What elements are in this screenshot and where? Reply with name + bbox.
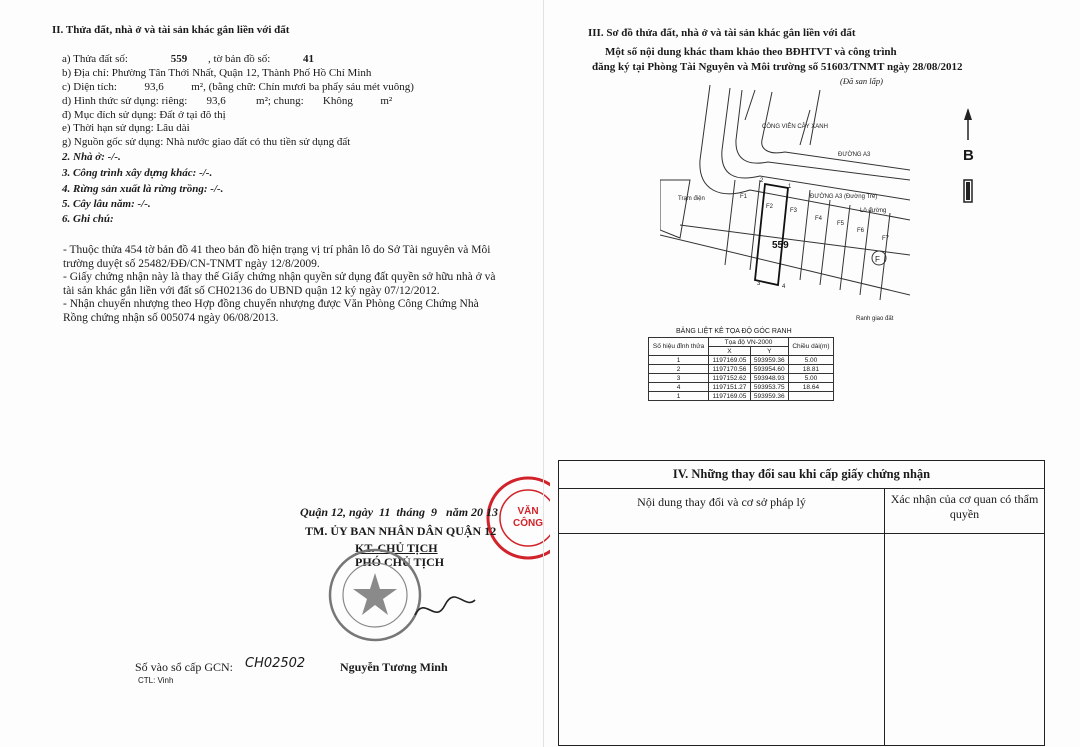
svg-text:CÔNG: CÔNG — [513, 518, 543, 529]
map-lot-f5: F5 — [837, 221, 845, 227]
section-4-title: IV. Những thay đổi sau khi cấp giấy chứng nhận — [559, 461, 1044, 489]
map-lot-f7: F7 — [882, 236, 890, 242]
coord-cell: 593953.75 — [750, 383, 788, 392]
map-road-a3b: ĐƯỜNG A3 (Đường Tre) — [810, 194, 878, 200]
footer-small-text: CTL: Vinh — [138, 676, 174, 685]
note-item: - Giấy chứng nhận này là thay thế Giấy chứng nhận quyền sử dụng đất quyền sở hữu nhà ở và tài sản khác gắn liền với đất số CH02136 do UBND quận 12 ký ngày 07/12/2012. — [63, 271, 496, 297]
coord-cell: 1 — [649, 392, 709, 401]
section-2-title: II. Thửa đất, nhà ở và tài sản khác gắn liền với đất — [52, 24, 290, 36]
coord-cell: 1197169.05 — [709, 392, 751, 401]
signer-name: Nguyễn Tương Minh — [340, 660, 448, 674]
coord-table — [648, 337, 834, 401]
coord-table-title: BẢNG LIỆT KÊ TỌA ĐỘ GÓC RANH — [676, 328, 792, 335]
coord-header-point: Số hiệu đỉnh thửa — [649, 338, 709, 356]
kt-title: KT. CHỦ TỊCH — [355, 541, 438, 555]
map-lot-f6: F6 — [857, 228, 865, 234]
notes-block — [63, 244, 503, 325]
note-item: - Nhận chuyển nhượng theo Hợp đồng chuyển nhượng được Văn Phòng Công Chứng Nhà Rồng chứng nhận số 005074 ngày 06/08/2013. — [63, 298, 479, 324]
coord-header-system: Tọa độ VN-2000 — [709, 338, 789, 347]
house-line: 2. Nhà ở: -/-. — [62, 151, 121, 163]
map-substation: Trạm điện — [678, 196, 705, 202]
changes-col-2-header: Xác nhận của cơ quan có thẩm quyền — [890, 492, 1039, 521]
map-lot-f1: F1 — [740, 194, 748, 200]
coord-header-y: Y — [750, 347, 788, 356]
coord-cell — [788, 392, 833, 401]
forest-line: 4. Rừng sản xuất là rừng trồng: -/-. — [62, 183, 224, 195]
coord-cell: 1 — [649, 356, 709, 365]
coord-cell: 593954.60 — [750, 365, 788, 374]
fold-line — [543, 0, 544, 747]
coord-cell: 1197169.05 — [709, 356, 751, 365]
map-pt-2: 2 — [760, 178, 764, 184]
parcel-label: a) Thửa đất số: — [62, 53, 128, 65]
coord-cell: 593948.93 — [750, 374, 788, 383]
svg-text:F: F — [875, 255, 880, 264]
construction-line: 3. Công trình xây dựng khác: -/-. — [62, 167, 213, 179]
signature-mark — [410, 590, 480, 630]
svg-text:VĂN: VĂN — [517, 506, 539, 517]
table-row — [649, 383, 834, 392]
area-line: c) Diện tích: 93,6 m², (bằng chữ: Chín mươi ba phẩy sáu mét vuông) — [62, 81, 414, 93]
coord-cell: 1197170.56 — [709, 365, 751, 374]
map-pt-4: 4 — [782, 284, 786, 290]
map-park-label: CÔNG VIÊN CÂY XANH — [762, 124, 828, 130]
map-label: , tờ bản đồ số: — [207, 53, 271, 65]
coord-cell: 5.00 — [788, 356, 833, 365]
coord-cell: 593959.36 — [750, 356, 788, 365]
north-label: B — [963, 147, 974, 164]
coord-cell: 593959.36 — [750, 392, 788, 401]
map-lot-f4: F4 — [815, 216, 823, 222]
coord-cell: 2 — [649, 365, 709, 374]
map-lot-f3: F3 — [790, 208, 798, 214]
coord-header-edge: Chiều dài(m) — [788, 338, 833, 356]
changes-col-1-header: Nội dung thay đổi và cơ sở pháp lý — [637, 495, 806, 509]
coord-header-x: X — [709, 347, 751, 356]
coord-cell: 18.64 — [788, 383, 833, 392]
table-row — [649, 356, 834, 365]
date-line: Quận 12, ngày 11 tháng 9 năm 20 13 — [300, 505, 499, 519]
address-line: b) Địa chỉ: Phường Tân Thới Nhất, Quận 12, Thành Phố Hồ Chí Minh — [62, 67, 372, 79]
purpose-line: đ) Mục đích sử dụng: Đất ở tại đô thị — [62, 109, 226, 121]
map-number: 41 — [303, 53, 315, 65]
map-parcel-number: 559 — [772, 240, 789, 251]
ref-line-1: Một số nội dung khác tham khảo theo BĐHTVT và công trình — [605, 46, 897, 58]
coord-cell: 18.81 — [788, 365, 833, 374]
note-item: - Thuộc thửa 454 tờ bản đồ 41 theo bản đồ hiện trạng vị trí phân lô do Sở Tài nguyên và Môi trường duyệt số 25482/ĐĐ/CN-TNMT ngày 12/8/2009. — [63, 244, 491, 270]
map-pt-3: 3 — [757, 281, 761, 287]
coord-cell: 5.00 — [788, 374, 833, 383]
perennial-line: 5. Cây lâu năm: -/-. — [62, 198, 151, 210]
changes-table — [558, 460, 1045, 746]
coord-cell: 1197152.62 — [709, 374, 751, 383]
changes-col-divider — [559, 489, 885, 745]
map-boundary-label: Ranh giao đất — [856, 316, 894, 322]
term-line: e) Thời hạn sử dụng: Lâu dài — [62, 122, 190, 134]
table-row — [649, 374, 834, 383]
origin-line: g) Nguồn gốc sử dụng: Nhà nước giao đất có thu tiền sử dụng đất — [62, 136, 351, 148]
parcel-number: 559 — [170, 53, 188, 65]
register-label: Số vào sổ cấp GCN: — [135, 660, 233, 674]
table-row — [649, 392, 834, 401]
authority-title: TM. ỦY BAN NHÂN DÂN QUẬN 12 — [305, 524, 497, 538]
ref-line-2: đăng ký tại Phòng Tài Nguyên và Môi trường số 51603/TNMT ngày 28/08/2012 — [592, 61, 963, 73]
section-3-title: III. Sơ đồ thửa đất, nhà ở và tài sản khác gắn liền với đất — [588, 27, 856, 39]
notes-title: 6. Ghi chú: — [62, 213, 114, 225]
usage-form-line: d) Hình thức sử dụng: riêng: 93,6 m²; chung: Không m² — [62, 95, 393, 107]
map-lot-f2: F2 — [766, 204, 774, 210]
vice-title: PHÓ CHỦ TỊCH — [355, 555, 445, 569]
map-pt-1: 1 — [788, 184, 792, 190]
parcel-line — [62, 53, 314, 65]
coord-cell: 4 — [649, 383, 709, 392]
coord-cell: 3 — [649, 374, 709, 383]
map-note: (Đã san lấp) — [840, 76, 883, 86]
table-row — [649, 365, 834, 374]
map-lot-label: Lô đường — [860, 208, 887, 214]
register-number: CH02502 — [245, 656, 306, 671]
cadastral-map — [660, 80, 910, 325]
coord-cell: 1197151.27 — [709, 383, 751, 392]
map-road-a3: ĐƯỜNG A3 — [838, 152, 871, 158]
